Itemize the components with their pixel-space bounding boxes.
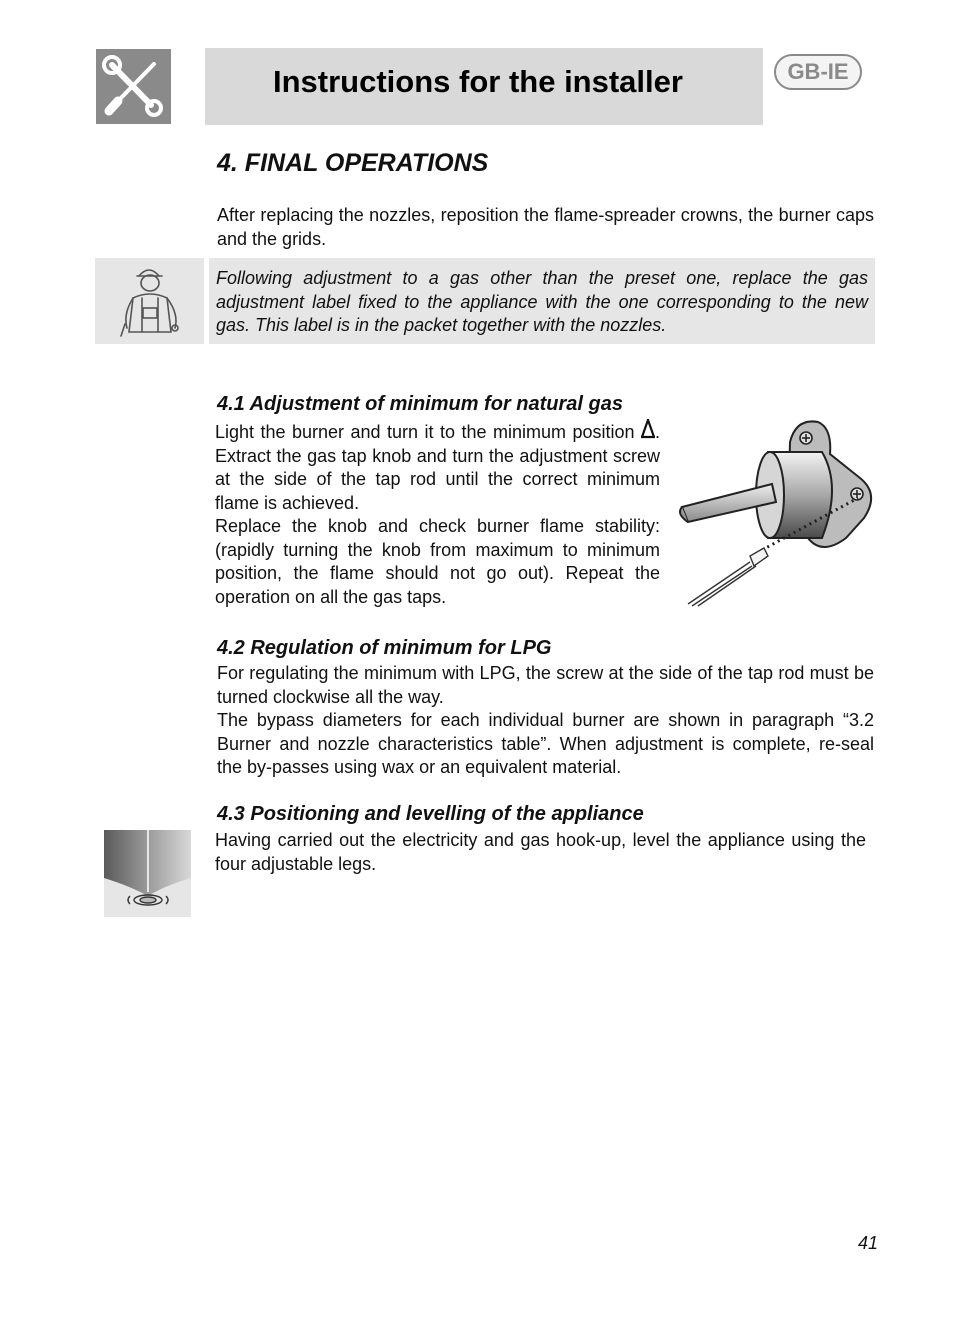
subsection-4-2-body xyxy=(217,662,874,780)
wrench-screwdriver-icon xyxy=(96,49,171,124)
subsection-4-1-text-a2: . Extract the gas tap knob and turn the adjustment screw at the side of the tap rod until the correct minimum flame is achieved. xyxy=(215,422,660,513)
subsection-title-4-1: 4.1 Adjustment of minimum for natural gas xyxy=(217,393,623,415)
section-title: 4. FINAL OPERATIONS xyxy=(217,149,489,177)
gas-tap-screwdriver-icon xyxy=(672,414,878,610)
country-badge: GB-IE xyxy=(774,54,862,90)
header-bar xyxy=(205,48,763,125)
page-number: 41 xyxy=(858,1233,879,1253)
subsection-4-1-para-a xyxy=(215,419,660,515)
note-text: Following adjustment to a gas other than the preset one, replace the gas adjustment label fixed to the appliance with the one corresponding to the new gas. This label is in the packet together with the nozzles. xyxy=(216,268,868,335)
subsection-title-4-2: 4.2 Regulation of minimum for LPG xyxy=(217,637,552,659)
subsection-4-1-para-b: Replace the knob and check burner flame stability: (rapidly turning the knob from maximum to minimum position, the flame should not go out). Repeat the operation on all the gas taps. xyxy=(215,516,660,607)
subsection-4-1-body xyxy=(215,419,660,609)
installer-person-icon xyxy=(95,258,204,344)
minimum-flame-icon xyxy=(641,419,655,439)
section-intro: After replacing the nozzles, reposition the flame-spreader crowns, the burner caps and the grids. xyxy=(217,205,874,249)
subsection-4-2-para-a: For regulating the minimum with LPG, the screw at the side of the tap rod must be turned clockwise all the way. xyxy=(217,663,874,707)
note-box xyxy=(209,258,875,344)
subsection-4-1-text-a1: Light the burner and turn it to the minimum position xyxy=(215,422,641,442)
subsection-4-3-body: Having carried out the electricity and gas hook-up, level the appliance using the four adjustable legs. xyxy=(215,830,866,874)
adjustable-leg-icon xyxy=(104,830,191,917)
subsection-4-2-para-b: The bypass diameters for each individual burner are shown in paragraph “3.2 Burner and nozzle characteristics table”. When adjustment is complete, re-seal the by-passes using wax or an equivalent material. xyxy=(217,710,874,777)
subsection-title-4-3: 4.3 Positioning and levelling of the appliance xyxy=(217,803,644,825)
page-header-title: Instructions for the installer xyxy=(273,64,683,99)
